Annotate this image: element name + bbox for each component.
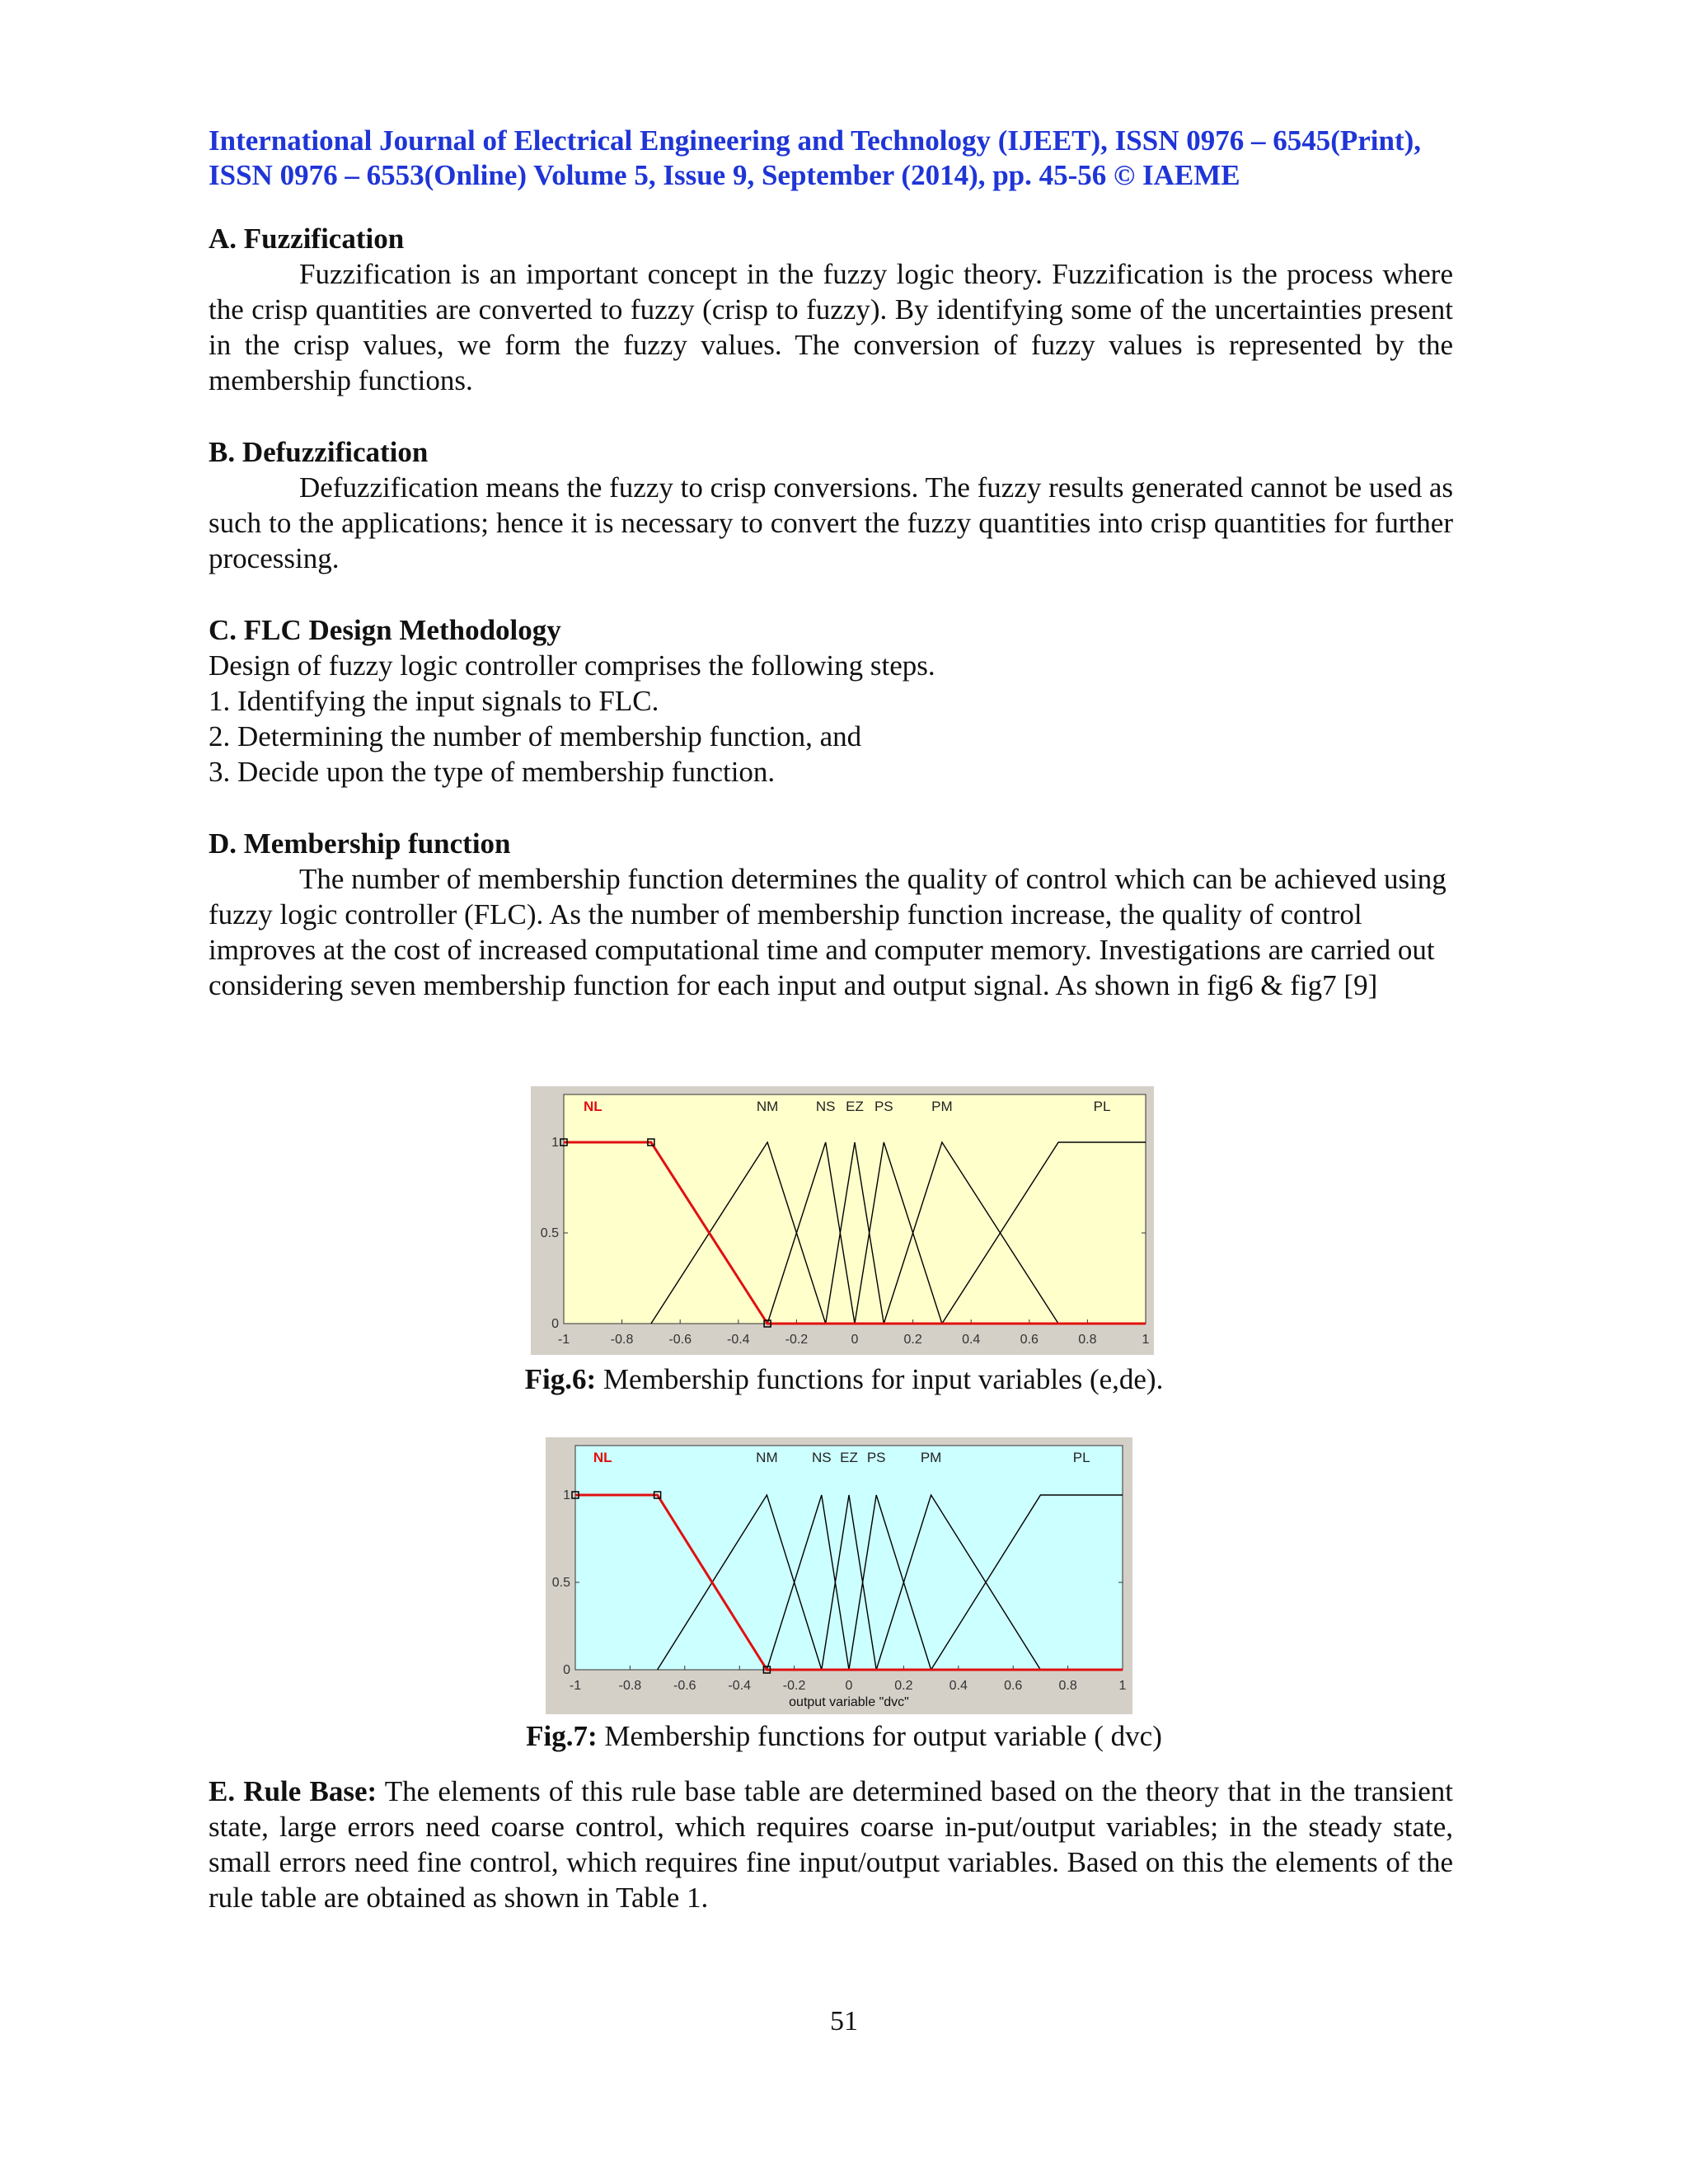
x-tick-label: -0.8 [610, 1333, 634, 1347]
x-tick-label: 0.8 [1078, 1333, 1097, 1347]
plot-area [575, 1446, 1123, 1670]
mf-label-nm: NM [756, 1099, 779, 1114]
y-tick-label: 1 [551, 1136, 559, 1150]
section-c [209, 612, 1453, 790]
x-tick-label: 0.6 [1004, 1679, 1023, 1693]
journal-header-line2: ISSN 0976 – 6553(Online) Volume 5, Issue 9, September (2014), pp. 45-56 © IAEME [209, 159, 1240, 191]
x-tick-label: 1 [1142, 1333, 1150, 1347]
mf-label-pl: PL [1072, 1450, 1090, 1465]
y-tick-label: 0 [563, 1663, 570, 1677]
section-d [209, 826, 1453, 1003]
x-tick-label: 0 [851, 1333, 859, 1347]
mf-label-ps: PS [874, 1099, 893, 1114]
y-tick-label: 0 [551, 1317, 559, 1331]
mf-label-nl: NL [583, 1099, 603, 1114]
section-c-step-1: 1. Identifying the input signals to FLC. [209, 685, 659, 717]
mf-label-ez: EZ [840, 1450, 858, 1465]
x-tick-label: -0.6 [673, 1679, 696, 1693]
mf-label-pm: PM [931, 1099, 953, 1114]
y-tick-label: 1 [563, 1488, 570, 1502]
x-tick-label: 0.6 [1020, 1333, 1039, 1347]
section-c-intro: Design of fuzzy logic controller comprises the following steps. [209, 649, 935, 682]
mf-label-pm: PM [920, 1450, 942, 1465]
mf-label-ps: PS [866, 1450, 886, 1465]
x-tick-label: 0 [845, 1679, 853, 1693]
section-b-title: B. Defuzzification [209, 436, 429, 468]
x-tick-label: -0.2 [782, 1679, 806, 1693]
section-a-text: Fuzzification is an important concept in the fuzzy logic theory. Fuzzification is the process where the crisp quantities are converted to fuzzy (crisp to fuzzy). By identifying some of the uncertainties present in the crisp values, we form the fuzzy values. The conversion of fuzzy values is represented by the membership functions. [209, 258, 1453, 396]
x-tick-label: -0.2 [785, 1333, 809, 1347]
section-d-title: D. Membership function [209, 827, 511, 860]
fig6-caption [0, 1361, 1688, 1397]
page-number: 51 [830, 2006, 858, 2036]
x-tick-label: -1 [569, 1679, 582, 1693]
fig6-chart [531, 1086, 1154, 1355]
mf-label-ez: EZ [846, 1099, 864, 1114]
section-a [209, 221, 1453, 398]
x-tick-label: 0.4 [949, 1679, 968, 1693]
section-e-text: The elements of this rule base table are determined based on the theory that in the transient state, large errors need coarse control, which requires coarse in-put/output variables; in the steady state, small errors need fine control, which requires fine input/output variables. Based on this the elements of the rule table are obtained as shown in Table 1. [209, 1775, 1454, 1914]
y-tick-label: 0.5 [551, 1576, 570, 1590]
section-d-text: The number of membership function determines the quality of control which can be achieved using fuzzy logic controller (FLC). As the number of membership function increase, the quality of control improves at the cost of increased computational time and computer memory. Investigations are carried out considering seven membership function for each input and output signal. As shown in fig6 & fig7 [9] [209, 863, 1447, 1001]
section-b-text: Defuzzification means the fuzzy to crisp conversions. The fuzzy results generated cannot be used as such to the applications; hence it is necessary to convert the fuzzy quantities into crisp quantities for further processing. [209, 471, 1453, 574]
mf-label-nm: NM [756, 1450, 778, 1465]
section-e [209, 1774, 1453, 1915]
mf-label-ns: NS [811, 1450, 832, 1465]
mf-label-pl: PL [1093, 1099, 1111, 1114]
x-tick-label: -0.8 [618, 1679, 642, 1693]
x-tick-label: 1 [1118, 1679, 1127, 1693]
x-tick-label: 0.2 [903, 1333, 922, 1347]
x-tick-label: 0.8 [1058, 1679, 1077, 1693]
section-c-title: C. FLC Design Methodology [209, 614, 561, 646]
section-e-title: E. Rule Base: [209, 1775, 377, 1807]
x-tick-label: -0.4 [727, 1333, 750, 1347]
section-e-paragraph [209, 1774, 1453, 1915]
x-tick-label: 0.4 [962, 1333, 981, 1347]
x-axis-label: output variable "dvc" [789, 1695, 909, 1709]
plot-area [564, 1094, 1146, 1324]
x-tick-label: -0.6 [668, 1333, 692, 1347]
fig7-caption-text: Membership functions for output variable ( dvc) [597, 1720, 1162, 1752]
section-b [209, 434, 1453, 576]
y-tick-label: 0.5 [540, 1226, 559, 1240]
journal-header-line1: International Journal of Electrical Engineering and Technology (IJEET), ISSN 0976 – 6545(Print), [209, 124, 1422, 157]
x-tick-label: -0.4 [728, 1679, 751, 1693]
fig7-caption [0, 1718, 1688, 1754]
fig7-label: Fig.7: [526, 1720, 598, 1752]
section-c-step-3: 3. Decide upon the type of membership function. [209, 756, 776, 788]
page-body [209, 124, 1453, 1003]
x-tick-label: -1 [557, 1333, 570, 1347]
section-c-step-2: 2. Determining the number of membership function, and [209, 720, 862, 752]
mf-label-ns: NS [815, 1099, 836, 1114]
fig6-label: Fig.6: [524, 1363, 597, 1395]
fig6-caption-text: Membership functions for input variables (e,de). [596, 1363, 1164, 1395]
fig7-chart [546, 1437, 1132, 1714]
mf-label-nl: NL [593, 1450, 612, 1465]
x-tick-label: 0.2 [894, 1679, 913, 1693]
section-a-title: A. Fuzzification [209, 223, 405, 255]
